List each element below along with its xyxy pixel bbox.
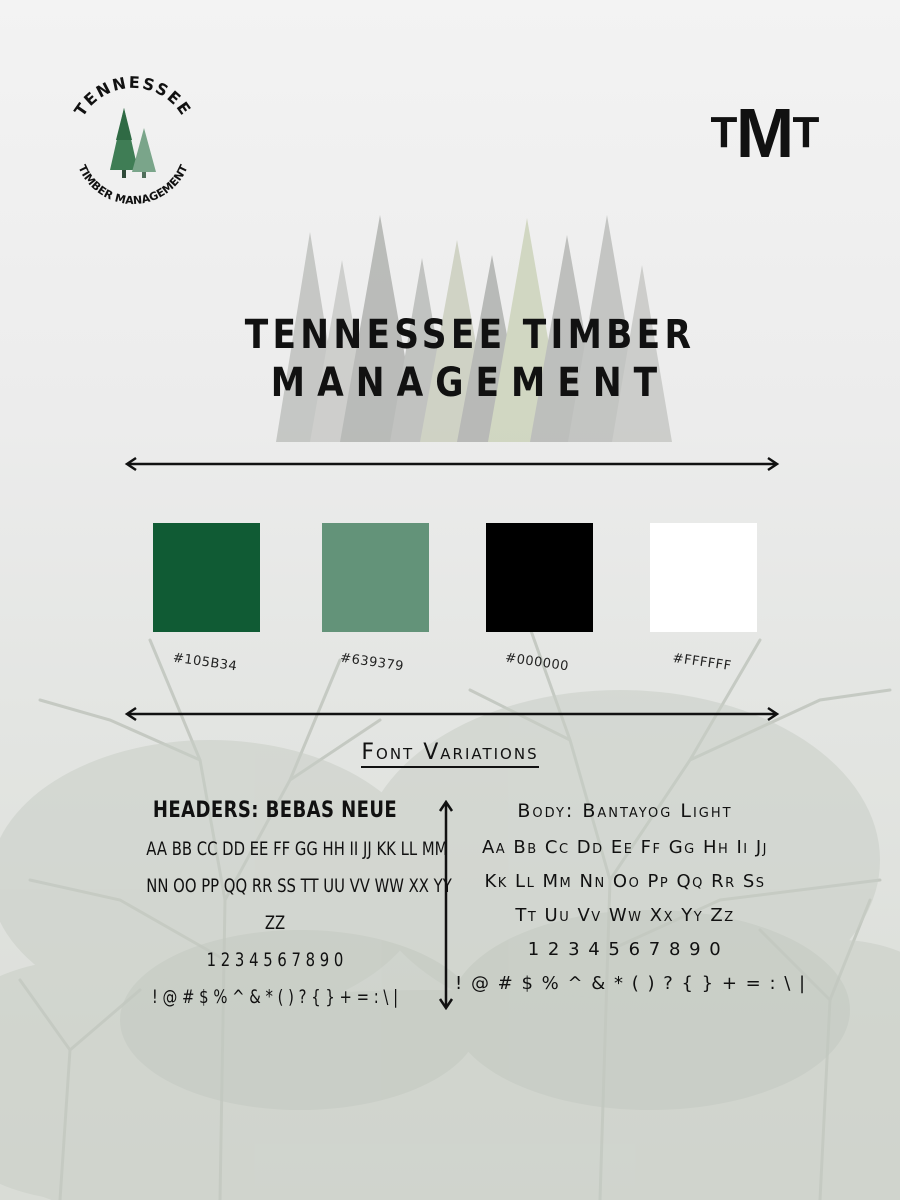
swatch-label-4: #FFFFFF (671, 650, 733, 675)
badge-bottom-text: TIMBER MANAGEMENT (75, 162, 191, 208)
body-sample-line: Tt Uu Vv Ww Xx Yy Zz (515, 905, 735, 926)
tmt-monogram (710, 95, 820, 165)
horizontal-arrow-divider (124, 456, 780, 472)
monogram-left-t: T (710, 108, 738, 157)
body-sample-line: Aa Bb Cc Dd Ee Ff Gg Hh Ii Jj (481, 837, 769, 858)
brand-title-line1: TENNESSEE TIMBER (244, 312, 696, 358)
swatch-black (486, 523, 593, 632)
headers-sample-line: ! @ # $ % ^ & * ( ) ? { } + = : \ | (151, 986, 399, 1008)
body-font-column (455, 800, 807, 1001)
font-variations-heading (250, 740, 650, 765)
headers-sample-line: AA BB CC DD EE FF GG HH II JJ KK LL MM (146, 838, 448, 860)
swatch-label-2: #639379 (339, 650, 405, 675)
body-font-heading: Body: Bantayog Light (517, 800, 733, 822)
badge-top-text: TENNESSEE (70, 72, 196, 120)
body-sample-line: 1 2 3 4 5 6 7 8 9 0 (527, 939, 723, 960)
headers-sample-line: NN OO PP QQ RR SS TT UU VV WW XX YY (146, 875, 452, 897)
swatch-label-3: #000000 (504, 650, 570, 675)
horizontal-arrow-divider (124, 706, 780, 722)
swatch-sage-green (322, 523, 429, 632)
svg-text:TENNESSEE (70, 73, 195, 120)
monogram-m: M (735, 95, 795, 165)
headers-font-column (110, 798, 452, 1016)
swatch-white (650, 523, 757, 632)
monogram-right-t: T (792, 108, 820, 157)
headers-font-heading: HEADERS: BEBAS NEUE (152, 798, 398, 823)
badge-logo (58, 70, 208, 220)
font-variations-heading-text: Font Variations (361, 740, 538, 768)
body-sample-line: Kk Ll Mm Nn Oo Pp Qq Rr Ss (484, 871, 766, 892)
headers-sample-line: 1 2 3 4 5 6 7 8 9 0 (206, 949, 344, 971)
brand-title-line2: MANAGEMENT (270, 360, 670, 406)
swatch-label-1: #105B34 (171, 650, 239, 675)
body-sample-line: ! @ # $ % ^ & * ( ) ? { } + = : \ | (455, 973, 807, 994)
swatch-dark-green (153, 523, 260, 632)
vertical-arrow-divider (437, 800, 455, 1010)
badge-tree-icon (110, 108, 156, 178)
headers-sample-line: ZZ (264, 912, 286, 934)
